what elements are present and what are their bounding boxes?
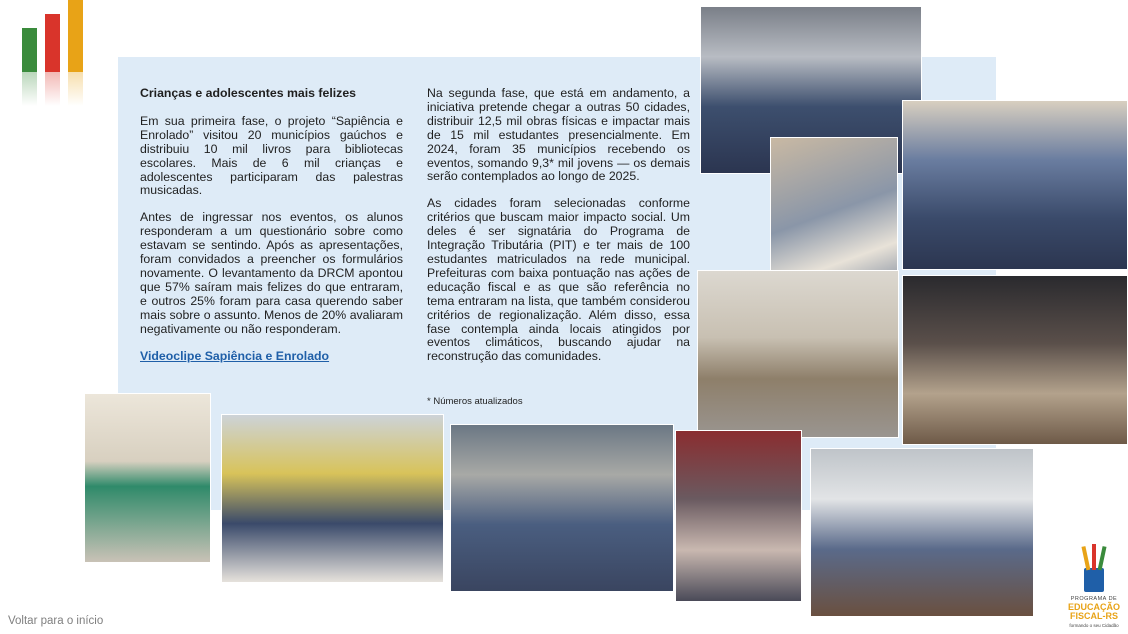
- brand-name: [1066, 603, 1122, 621]
- red-bar: [45, 14, 60, 72]
- green-bar: [22, 28, 37, 72]
- photo-seated-audience: [675, 430, 802, 602]
- paragraph-second-phase: Na segunda fase, que está em andamento, a iniciativa pretende chegar a outras 50 cidades, distribuir 12,5 mil obras físicas e impactar mais de 15 mil estudantes presencialmente. Em 2024, foram 35 municípios recebendo os eventos, somando 9,3* mil jovens — os demais serão contemplados ao longo de 2025.: [427, 86, 690, 184]
- left-text-column: [140, 87, 403, 376]
- photo-hall-audience: [810, 448, 1034, 617]
- brand-tagline: formando o seu Cidadão: [1069, 623, 1119, 628]
- paragraph-questionnaire: Antes de ingressar nos eventos, os alunos responderam a um questionário sobre como estavam se sentindo. Após as apresentações, foram convidados a preencher os formulários novamente. O levantamento da DRCM apontou que 57% saíram mais felizes do que entraram, e outros 25% foram para casa querendo saber mais sobre o assunto. Menos de 20% avaliaram negativamente ou não responderam.: [140, 210, 403, 336]
- photo-students-with-books: [221, 414, 444, 583]
- videoclip-link[interactable]: Videoclipe Sapiência e Enrolado: [140, 348, 330, 363]
- educacao-fiscal-logo: [1066, 540, 1122, 632]
- photo-performer-speaking: [84, 393, 211, 563]
- chart-logo-icon: [22, 12, 84, 112]
- section-heading: Crianças e adolescentes mais felizes: [140, 86, 356, 100]
- brand-line2b: FISCAL-RS: [1070, 611, 1118, 621]
- photo-group-on-stage: [902, 275, 1128, 445]
- paragraph-city-selection: As cidades foram selecionadas conforme critérios que buscam maior impacto social. Um deles é ser signatária do Programa de Integração Tributária (PIT) e ter mais de 100 estudantes matriculados na rede municipal. Prefeituras com baixa pontuação nas ações de educação fiscal e as que são referência no tema entraram na lista, que também considerou critérios de regionalização. Além disso, essa fase contempla ainda locais atingidos por eventos climáticos, buscando ajudar na reconstrução das comunidades.: [427, 196, 690, 364]
- photo-group-with-banner: [697, 270, 899, 438]
- gold-bar: [68, 0, 83, 72]
- brand-line2a: EDUCAÇÃO: [1067, 602, 1120, 612]
- photo-gymnasium-crowd: [450, 424, 674, 592]
- right-text-column: [427, 87, 690, 377]
- pencil-cup-icon: [1066, 540, 1122, 596]
- brand-line1: PROGRAMA DE: [1070, 596, 1118, 602]
- paragraph-first-phase: Em sua primeira fase, o projeto “Sapiência e Enrolado” visitou 20 municípios gaúchos e distribuiu 10 mil livros para bibliotecas escolares. Mais de 6 mil crianças e adolescentes participaram das palestras musicadas.: [140, 113, 403, 198]
- photo-students-hands-up: [902, 100, 1128, 270]
- back-to-start-link[interactable]: Voltar para o início: [8, 615, 104, 627]
- footnote: * Números atualizados: [427, 396, 523, 407]
